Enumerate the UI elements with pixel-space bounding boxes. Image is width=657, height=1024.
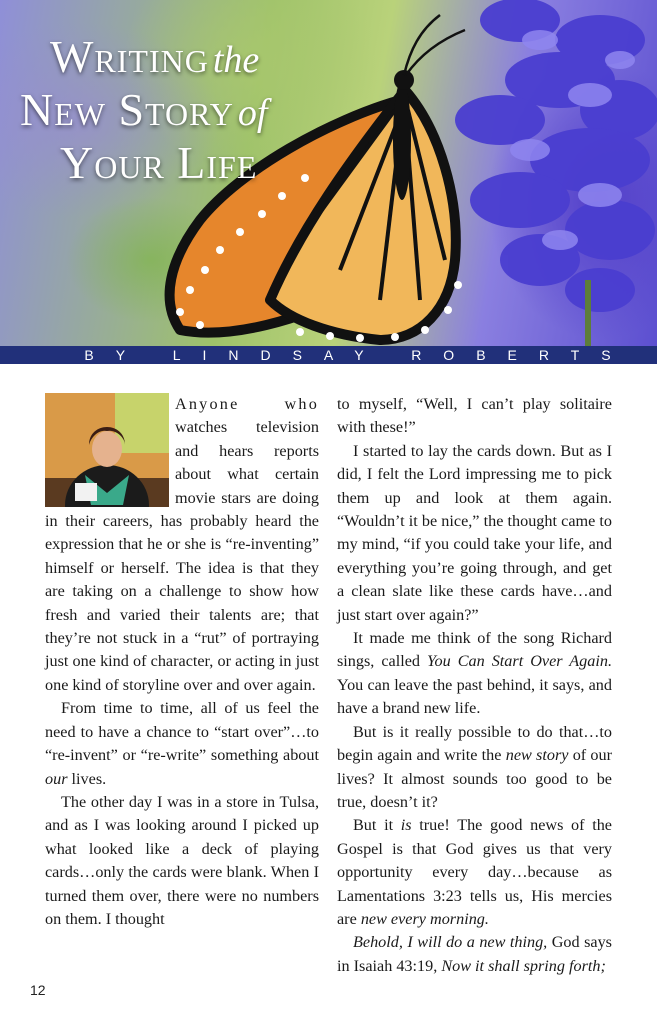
lead-words: Anyone who [175, 395, 319, 413]
emphasis-text: Behold, I will do a new thing, [353, 933, 548, 952]
text-span: You can leave the past behind, it says, and have a brand new life. [337, 675, 612, 718]
author-photo [45, 393, 169, 507]
page-number: 12 [30, 982, 46, 998]
title-new-story: New Story [20, 84, 234, 135]
paragraph-solitaire: to myself, “Well, I can’t play solitaire with these!” [337, 395, 612, 437]
text-span: of our lives? It almost sounds too good to be true, doesn’t it? [337, 746, 613, 811]
text-span: But is it really possible to do that…to begin again and write the [337, 722, 612, 765]
emphasis-text: You Can Start Over Again. [427, 652, 612, 671]
article-title [20, 31, 340, 193]
text-span: It made me think of the song Richard sings, called [337, 629, 612, 671]
paragraph-gospel [337, 814, 612, 931]
paragraph-isaiah [337, 931, 612, 978]
title-your-life: Your Life [60, 137, 258, 188]
paragraph-start-over [45, 697, 319, 791]
paragraph-begin-again [337, 721, 612, 815]
emphasis-text: Now it shall spring forth; [441, 956, 606, 975]
title-writing: Writing [50, 31, 209, 82]
column-left [45, 393, 319, 931]
emphasis-text: is [400, 816, 412, 835]
paragraph-cards: I started to lay the cards down. But as I did, I felt the Lord impressing me to pick them up and look at them again. “Wouldn’t it be nice,” the thought came to my mind, “if you could take your life, and everything you’re going through, and get a clean slate like these cards have…and just start over again?” [337, 441, 612, 624]
title-of: of [237, 92, 268, 134]
paragraph-intro-text: watches television and hears reports about what certain movie stars are doing in their careers, has probably heard the expression that he or she is “re-inventing” himself or herself. The idea is that they are taking on a challenge to show how fresh and varied their talents are; that they’re not stuck in a “rut” of portraying just one kind of character, or acting in just one kind of storyline over and over again. [45, 418, 319, 694]
emphasis-text: our [45, 769, 68, 788]
text-span: From time to time, all of us feel the need to have a chance to “start over”…to “re-invent” or “re-write” something about [45, 699, 319, 765]
emphasis-text: new story [505, 746, 569, 765]
byline-bar: BY LINDSAY ROBERTS [0, 346, 657, 364]
text-span: God says in Isaiah 43:19, [337, 933, 612, 975]
emphasis-text: new every morning. [360, 909, 489, 928]
hero-image [0, 0, 657, 346]
paragraph-song [337, 627, 612, 721]
column-right [337, 393, 612, 978]
text-span: true! The good news of the Gospel is that God gives us that very opportunity every day…because as Lamentations 3:23 tells us, His mercies are [337, 816, 612, 928]
text-span: But it [353, 816, 401, 835]
text-span: lives. [67, 769, 107, 788]
paragraph-store: The other day I was in a store in Tulsa, and as I was looking around I picked up what looked like a deck of playing cards…only the cards were blank. When I turned them over, there were no numbers on them. I thought [45, 792, 319, 928]
title-the: the [212, 39, 260, 81]
